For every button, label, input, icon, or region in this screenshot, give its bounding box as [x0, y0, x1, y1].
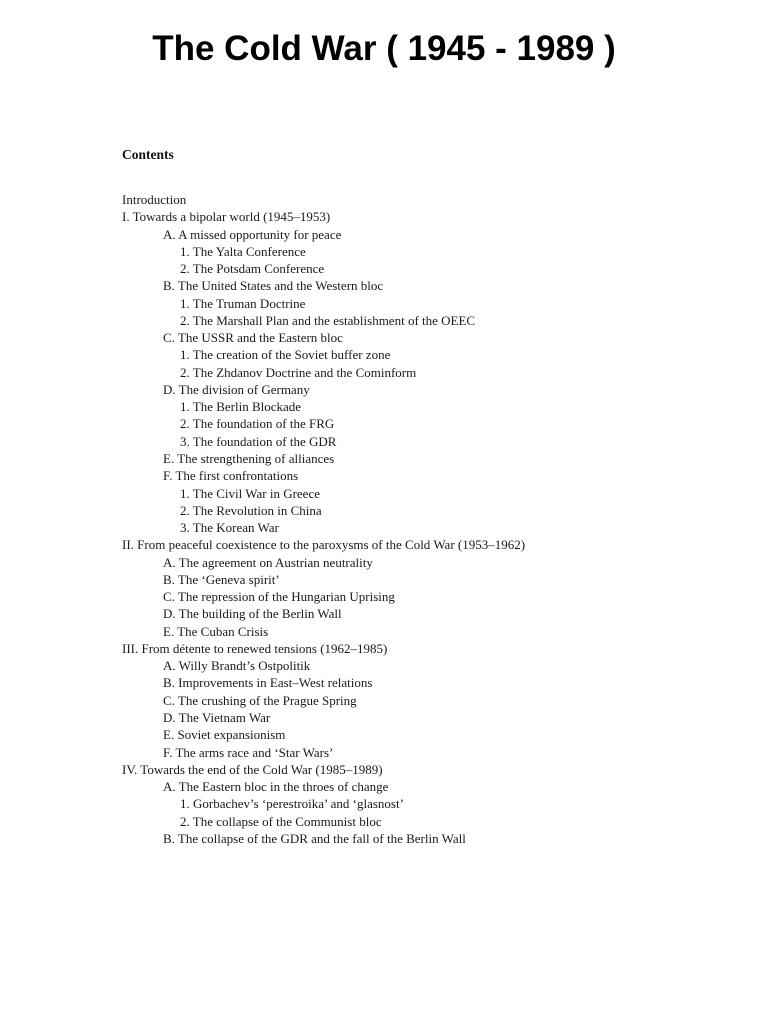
- table-of-contents: [0, 191, 768, 847]
- toc-subsection: 2. The Potsdam Conference: [180, 261, 325, 277]
- toc-section: F. The first confrontations: [163, 468, 299, 484]
- toc-subsection: 2. The Marshall Plan and the establishment of the OEEC: [180, 312, 476, 328]
- toc-subsection: 2. The Revolution in China: [180, 502, 322, 518]
- toc-subsection: 1. Gorbachev’s ‘perestroika’ and ‘glasnost’: [180, 796, 404, 812]
- toc-section: B. The collapse of the GDR and the fall of the Berlin Wall: [163, 830, 466, 846]
- toc-section: E. The Cuban Crisis: [163, 623, 269, 639]
- toc-section: C. The repression of the Hungarian Uprising: [163, 589, 395, 605]
- toc-section: F. The arms race and ‘Star Wars’: [163, 744, 334, 760]
- toc-subsection: 3. The foundation of the GDR: [180, 433, 337, 449]
- toc-section: A. The Eastern bloc in the throes of change: [163, 779, 389, 795]
- page-title: The Cold War ( 1945 - 1989 ): [152, 29, 616, 68]
- toc-section: B. Improvements in East–West relations: [163, 675, 373, 691]
- toc-subsection: 2. The Zhdanov Doctrine and the Cominform: [180, 364, 417, 380]
- toc-section: D. The Vietnam War: [163, 709, 271, 725]
- toc-part: III. From détente to renewed tensions (1962–1985): [122, 640, 388, 656]
- toc-section: C. The crushing of the Prague Spring: [163, 692, 357, 708]
- toc-section: B. The United States and the Western bloc: [163, 278, 384, 294]
- toc-subsection: 1. The Truman Doctrine: [180, 295, 306, 311]
- toc-subsection: 2. The foundation of the FRG: [180, 416, 335, 432]
- contents-heading: Contents: [122, 147, 174, 162]
- toc-section: A. The agreement on Austrian neutrality: [163, 554, 373, 570]
- toc-subsection: 3. The Korean War: [180, 520, 279, 536]
- toc-subsection: 1. The creation of the Soviet buffer zone: [180, 347, 391, 363]
- toc-section: E. Soviet expansionism: [163, 727, 286, 743]
- toc-section: A. A missed opportunity for peace: [163, 226, 342, 242]
- toc-part: II. From peaceful coexistence to the paroxysms of the Cold War (1953–1962): [122, 537, 526, 553]
- toc-subsection: 1. The Yalta Conference: [180, 243, 306, 259]
- toc-section: A. Willy Brandt’s Ostpolitik: [163, 658, 311, 674]
- toc-part: Introduction: [122, 192, 187, 207]
- toc-section: E. The strengthening of alliances: [163, 450, 335, 466]
- toc-section: B. The ‘Geneva spirit’: [163, 571, 280, 587]
- toc-part: IV. Towards the end of the Cold War (1985–1989): [122, 761, 383, 777]
- toc-section: D. The division of Germany: [163, 381, 310, 397]
- toc-section: C. The USSR and the Eastern bloc: [163, 330, 343, 346]
- toc-section: D. The building of the Berlin Wall: [163, 606, 342, 622]
- toc-subsection: 2. The collapse of the Communist bloc: [180, 813, 382, 829]
- toc-subsection: 1. The Civil War in Greece: [180, 485, 320, 501]
- toc-part: I. Towards a bipolar world (1945–1953): [122, 209, 331, 225]
- toc-subsection: 1. The Berlin Blockade: [180, 399, 302, 415]
